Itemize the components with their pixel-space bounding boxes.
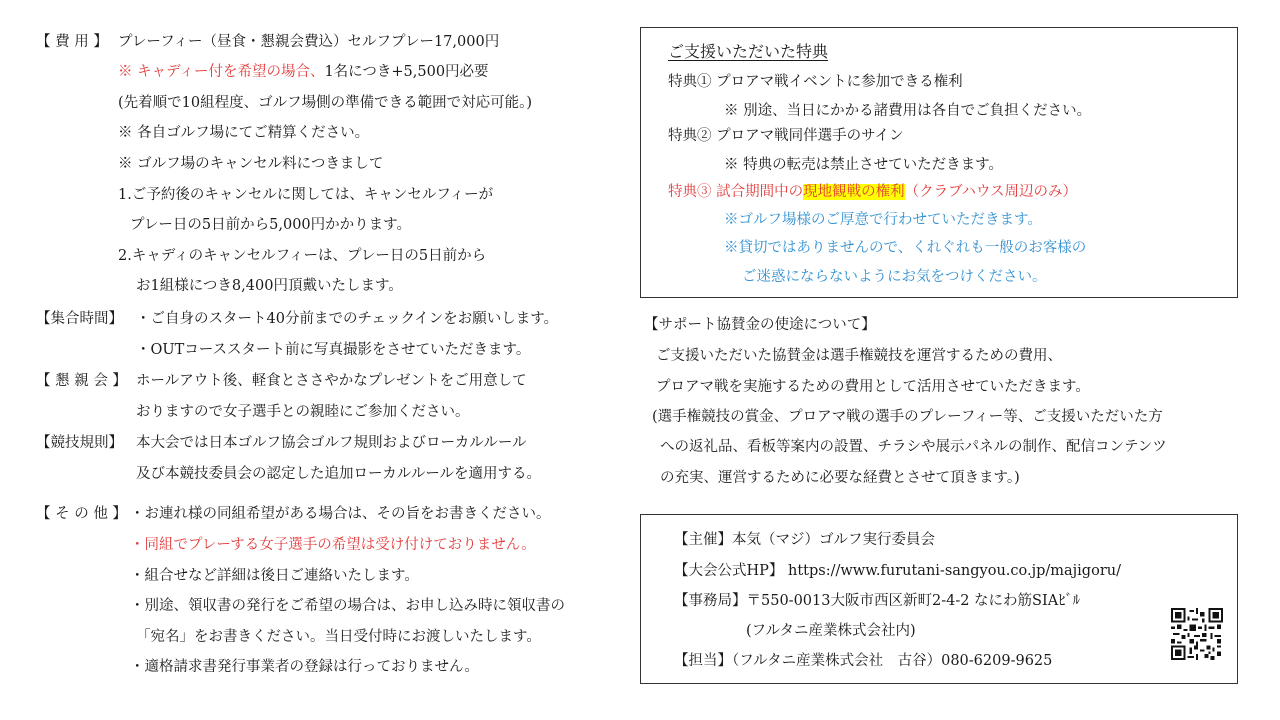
party-line-1: ホールアウト後、軽食とささやかなプレゼントをご用意して: [136, 373, 527, 389]
benefit-1-note: ※ 別途、当日にかかる諸費用は各自でご負担ください。: [724, 103, 1092, 119]
support-line-2: プロアマ戦を実施するための費用として活用させていただきます。: [656, 379, 1090, 395]
cancel-1b: プレー日の5日前から5,000円かかります。: [130, 217, 411, 233]
hp-label: 【大会公式HP】: [674, 563, 784, 579]
rules-label: 【競技規則】: [36, 435, 123, 451]
other-line-4: ・別途、領収書の発行をご希望の場合は、お申し込み時に領収書の: [130, 598, 565, 614]
cancel-1a: 1.ご予約後のキャンセルに関しては、キャンセルフィーが: [118, 187, 494, 203]
benefit-2-note: ※ 特典の転売は禁止させていただきます。: [724, 157, 1003, 173]
caddie-rest: 1名につき+5,500円必要: [324, 64, 489, 80]
other-line-2: ・同組でプレーする女子選手の希望は受け付けておりません。: [130, 537, 536, 553]
party-label: 【 懇 親 会 】: [36, 373, 127, 389]
rules-line-1: 本大会では日本ゴルフ協会ゴルフ規則およびローカルルール: [136, 435, 527, 451]
benefits-title: ご支援いただいた特典: [668, 42, 829, 61]
benefit-3-note-1: ※ゴルフ場様のご厚意で行わせていただきます。: [724, 212, 1042, 228]
fee-label: 【 費 用 】: [36, 34, 108, 50]
support-title: 【サポート協賛金の使途について】: [644, 317, 876, 333]
other-line-1: ・お連れ様の同組希望がある場合は、その旨をお書きください。: [130, 506, 551, 522]
hp-line: [674, 561, 1121, 581]
benefit-3-note-2: ※貸切ではありませんので、くれぐれも一般のお客様の: [724, 240, 1087, 256]
meeting-line-1: ・ご自身のスタート40分前までのチェックインをお願いします。: [136, 311, 559, 327]
benefit-3: [668, 182, 1077, 202]
benefit-1: 特典① プロアマ戦イベントに参加できる権利: [668, 74, 963, 90]
office-label: 【事務局】: [674, 593, 747, 609]
organizer-name: 本気（マジ）ゴルフ実行委員会: [732, 532, 935, 548]
other-line-6: ・適格請求書発行事業者の登録は行っておりません。: [130, 659, 479, 675]
caddie-red: ※ キャディー付を希望の場合、: [118, 64, 325, 80]
person-label: 【担当】: [674, 653, 732, 669]
benefit-3-post: （クラブハウス周辺のみ）: [904, 184, 1078, 200]
person-line: [674, 651, 1052, 671]
party-line-2: おりますので女子選手との親睦にご参加ください。: [136, 404, 470, 420]
caddie-line: [118, 62, 489, 82]
qr-code-icon[interactable]: [1171, 608, 1223, 660]
benefit-3-pre: 特典③ 試合期間中の: [668, 184, 804, 200]
fee-note-1: (先着順で10組程度、ゴルフ場側の準備できる範囲で対応可能。): [118, 95, 533, 111]
cancel-2b: お1組様につき8,400円頂戴いたします。: [136, 278, 403, 294]
office-address: 〒550-0013大阪市西区新町2-4-2 なにわ筋SIAﾋﾞﾙ: [746, 593, 1080, 609]
benefit-2: 特典② プロアマ戦同伴選手のサイン: [668, 128, 904, 144]
hp-link[interactable]: https://www.furutani-sangyou.co.jp/majigoru/: [788, 563, 1121, 579]
support-line-4: への返礼品、看板等案内の設置、チラシや展示パネルの制作、配信コンテンツ: [660, 439, 1167, 455]
other-line-3: ・組合せなど詳細は後日ご連絡いたします。: [130, 568, 419, 584]
other-label: 【 そ の 他 】: [36, 506, 127, 522]
organizer-label: 【主催】: [674, 532, 732, 548]
meeting-label: 【集合時間】: [36, 311, 123, 327]
fee-text: プレーフィー（昼食・懇親会費込）セルフプレー17,000円: [118, 34, 500, 50]
support-line-5: の充実、運営するために必要な経費とさせて頂きます。): [660, 470, 1020, 486]
office-line-2: (フルタニ産業株式会社内): [746, 623, 916, 639]
fee-note-2: ※ 各自ゴルフ場にてご精算ください。: [118, 125, 370, 141]
benefit-3-note-3: ご迷惑にならないようにお気をつけください。: [742, 269, 1047, 285]
support-line-3: (選手権競技の賞金、プロアマ戦の選手のプレーフィー等、ご支援いただいた方: [652, 409, 1163, 425]
meeting-line-2: ・OUTコーススタート前に写真撮影をさせていただきます。: [136, 342, 531, 358]
rules-line-2: 及び本競技委員会の認定した追加ローカルルールを適用する。: [136, 466, 542, 482]
organizer-line: [674, 530, 935, 550]
support-line-1: ご支援いただいた協賛金は選手権競技を運営するための費用、: [656, 348, 1062, 364]
benefit-3-highlight: 現地観戦の権利: [803, 184, 905, 200]
office-line: [674, 591, 1080, 611]
fee-note-3: ※ ゴルフ場のキャンセル料につきまして: [118, 156, 384, 172]
cancel-2a: 2.キャディのキャンセルフィーは、プレー日の5日前から: [118, 248, 487, 264]
other-line-5: 「宛名」をお書きください。当日受付時にお渡しいたします。: [136, 629, 541, 645]
person-text: （フルタニ産業株式会社 古谷）080-6209-9625: [732, 653, 1053, 669]
